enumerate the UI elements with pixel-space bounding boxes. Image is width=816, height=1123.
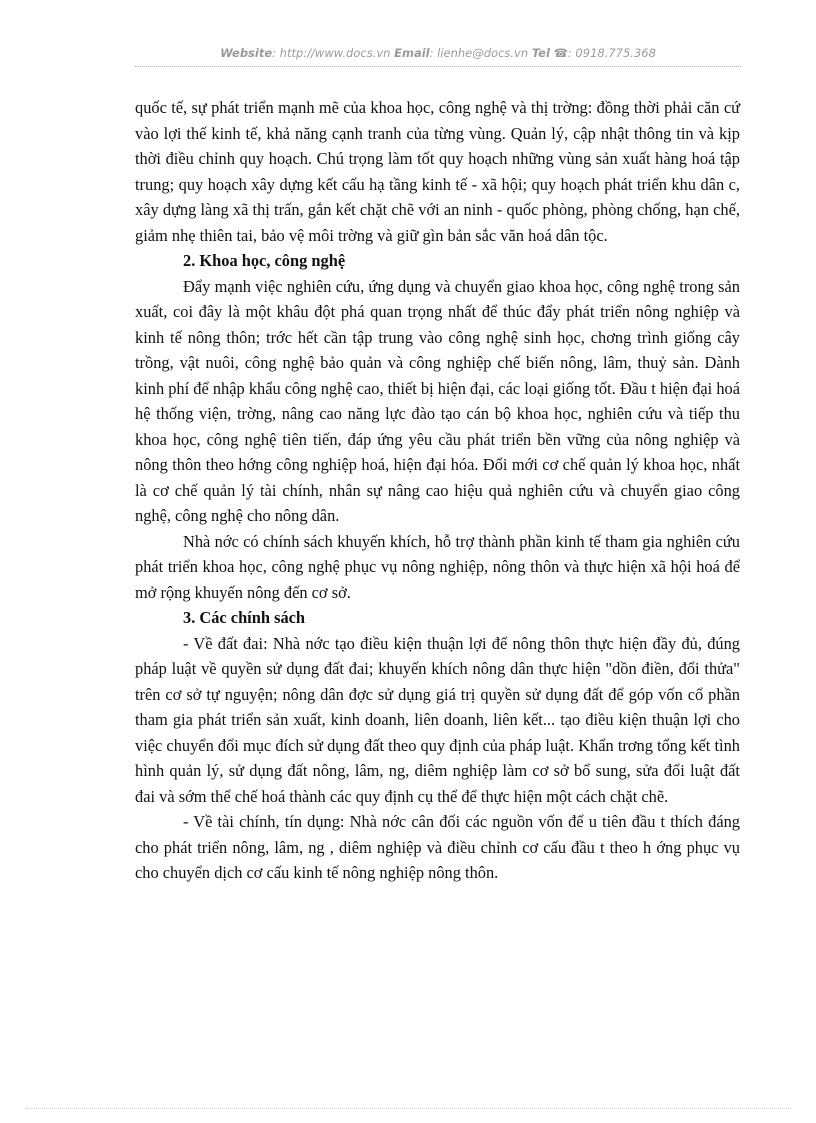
paragraph-finance-policy: - Về tài chính, tín dụng: Nhà nớc cân đối các nguồn vốn để u tiên đầu t thích đáng cho phát triển nông, lâm, ng , diêm nghiệp và điều chỉnh cơ cấu đầu t theo h ớng phục vụ cho chuyển dịch cơ cấu kinh tế nông nghiệp nông thôn. xyxy=(135,812,740,882)
phone-icon: ☎ xyxy=(553,46,568,60)
section-heading-policies: 3. Các chính sách xyxy=(183,608,306,627)
document-body xyxy=(135,95,740,886)
website-label: Website xyxy=(220,46,273,60)
section-heading-science: 2. Khoa học, công nghệ xyxy=(183,251,346,270)
email-value: : lienhe@docs.vn xyxy=(429,46,529,60)
tel-value: : 0918.775.368 xyxy=(567,46,656,60)
footer-divider xyxy=(25,1108,791,1109)
page-header xyxy=(135,46,741,60)
header-divider xyxy=(135,66,741,67)
paragraph-planning: quốc tế, sự phát triển mạnh mẽ của khoa học, công nghệ và thị trờng: đồng thời phải căn cứ vào lợi thế kinh tế, khả năng cạnh tranh của từng vùng. Quản lý, cập nhật thông tin và kịp thời điều chỉnh quy hoạch. Chú trọng làm tốt quy hoạch những vùng sản xuất hàng hoá tập trung; quy hoạch xây dựng kết cấu hạ tầng kinh tế - xã hội; quy hoạch phát triển khu dân c, xây dựng làng xã thị trấn, gắn kết chặt chẽ với an ninh - quốc phòng, phòng chống, hạn chế, giảm nhẹ thiên tai, bảo vệ môi trờng và giữ gìn bản sắc văn hoá dân tộc. xyxy=(135,98,740,245)
email-label: Email xyxy=(394,46,430,60)
website-value: : http://www.docs.vn xyxy=(272,46,391,60)
paragraph-land-policy: - Về đất đai: Nhà nớc tạo điều kiện thuận lợi để nông thôn thực hiện đầy đủ, đúng pháp luật về quyền sử dụng đất đai; khuyến khích nông dân thực hiện "dồn điền, đổi thửa" trên cơ sở tự nguyện; nông dân đợc sử dụng giá trị quyền sử dụng đất để góp vốn cổ phần tham gia phát triển sản xuất, kinh doanh, liên doanh, liên kết... tạo điều kiện thuận lợi cho việc chuyển đổi mục đích sử dụng đất theo quy định của pháp luật. Khẩn trơng tổng kết tình hình quản lý, sử dụng đất nông, lâm, ng, diêm nghiệp làm cơ sở bổ sung, sửa đổi luật đất đai và sớm thể chế hoá thành các quy định cụ thể để thực hiện một cách chặt chẽ. xyxy=(135,633,740,806)
paragraph-state-support: Nhà nớc có chính sách khuyến khích, hỗ trợ thành phần kinh tế tham gia nghiên cứu phát triển khoa học, công nghệ phục vụ nông nghiệp, nông thôn và thực hiện xã hội hoá để mở rộng khuyến nông đến cơ sở. xyxy=(135,531,740,602)
tel-label: Tel xyxy=(531,46,550,60)
paragraph-science: Đẩy mạnh việc nghiên cứu, ứng dụng và chuyển giao khoa học, công nghệ trong sản xuất, coi đây là một khâu đột phá quan trọng nhất để thúc đẩy phát triển nông nghiệp và kinh tế nông thôn; trớc hết cần tập trung vào công nghệ sinh học, chơng trình giống cây trồng, vật nuôi, công nghệ bảo quản và công nghiệp chế biến nông, lâm, thuỷ sản. Dành kinh phí để nhập khẩu công nghệ cao, thiết bị hiện đại, các loại giống tốt. Đầu t hiện đại hoá hệ thống viện, trờng, nâng cao năng lực đào tạo cán bộ khoa học, nghiên cứu và tiếp thu khoa học, công nghệ tiên tiến, đáp ứng yêu cầu phát triển bền vững của nông nghiệp và nông thôn theo hớng công nghiệp hoá, hiện đại hóa. Đổi mới cơ chế quản lý khoa học, nhất là cơ chế quản lý tài chính, nhân sự nâng cao hiệu quả nghiên cứu và chuyển giao công nghệ, công nghệ cho nông dân. xyxy=(135,276,740,525)
